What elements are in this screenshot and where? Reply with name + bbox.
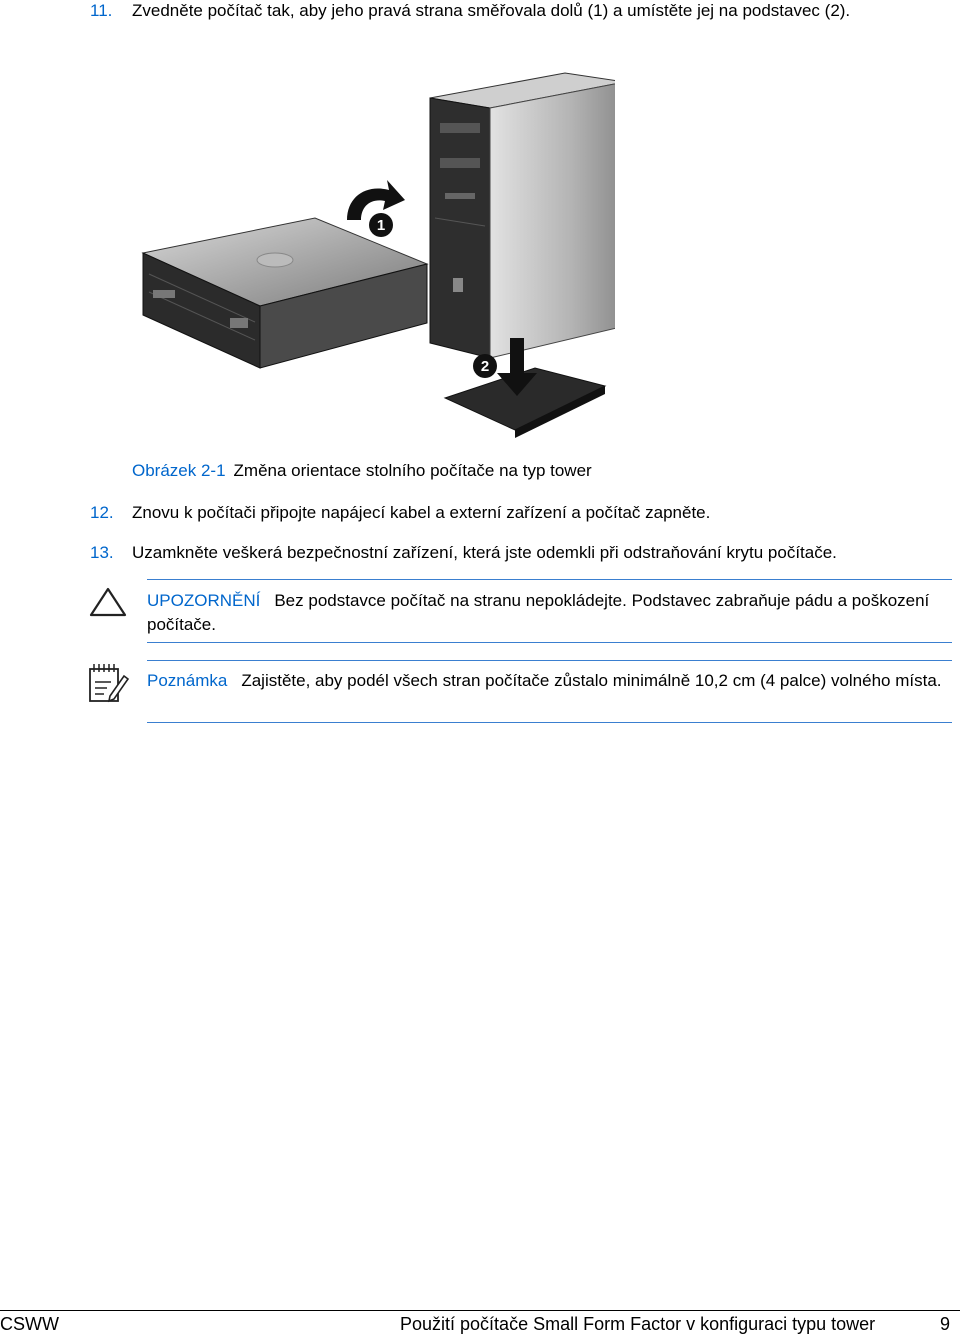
step-text: Znovu k počítači připojte napájecí kabel a externí zařízení a počítač zapněte. <box>132 503 711 522</box>
caution-text: Bez podstavce počítač na stranu nepokládejte. Podstavec zabraňuje pádu a poškození počítače. <box>147 591 930 634</box>
step-13 <box>90 542 837 564</box>
caution-label: UPOZORNĚNÍ <box>147 591 261 610</box>
rotate-arrow-icon <box>347 180 405 220</box>
callout-1-label: 1 <box>376 217 386 234</box>
callout-2-label: 2 <box>480 358 490 375</box>
note-bottom-rule <box>147 722 952 723</box>
desktop-computer <box>143 218 427 368</box>
step-number: 11. <box>90 1 113 20</box>
computer-orientation-illustration <box>135 68 615 440</box>
caution-top-rule <box>147 579 952 580</box>
note-top-rule <box>147 660 952 661</box>
page-number: 9 <box>940 1314 951 1334</box>
step-12 <box>90 502 710 524</box>
note-text-block <box>147 669 952 693</box>
tower-computer <box>430 73 615 358</box>
footer-title: Použití počítače Small Form Factor v konfiguraci typu tower <box>400 1314 876 1334</box>
step-text: Uzamkněte veškerá bezpečnostní zařízení, která jste odemkli při odstraňování krytu počítače. <box>132 543 837 562</box>
note-text: Zajistěte, aby podél všech stran počítače zůstalo minimálně 10,2 cm (4 palce) volného místa. <box>241 671 942 690</box>
step-number: 13. <box>90 543 114 562</box>
figure-caption-label: Obrázek 2-1 <box>132 461 226 480</box>
figure-caption <box>132 460 592 482</box>
step-number: 12. <box>90 503 114 522</box>
caution-bottom-rule <box>147 642 952 643</box>
footer-left: CSWW <box>0 1314 59 1334</box>
note-label: Poznámka <box>147 671 228 690</box>
caution-text-block <box>147 589 952 637</box>
note-pad-icon <box>86 662 130 704</box>
step-text: Zvedněte počítač tak, aby jeho pravá strana směřovala dolů (1) a umístěte jej na podstavec (2). <box>132 1 851 20</box>
figure-caption-text: Změna orientace stolního počítače na typ tower <box>233 461 592 480</box>
footer-rule <box>0 1310 960 1311</box>
caution-triangle-icon <box>88 586 128 618</box>
step-11 <box>90 0 850 22</box>
